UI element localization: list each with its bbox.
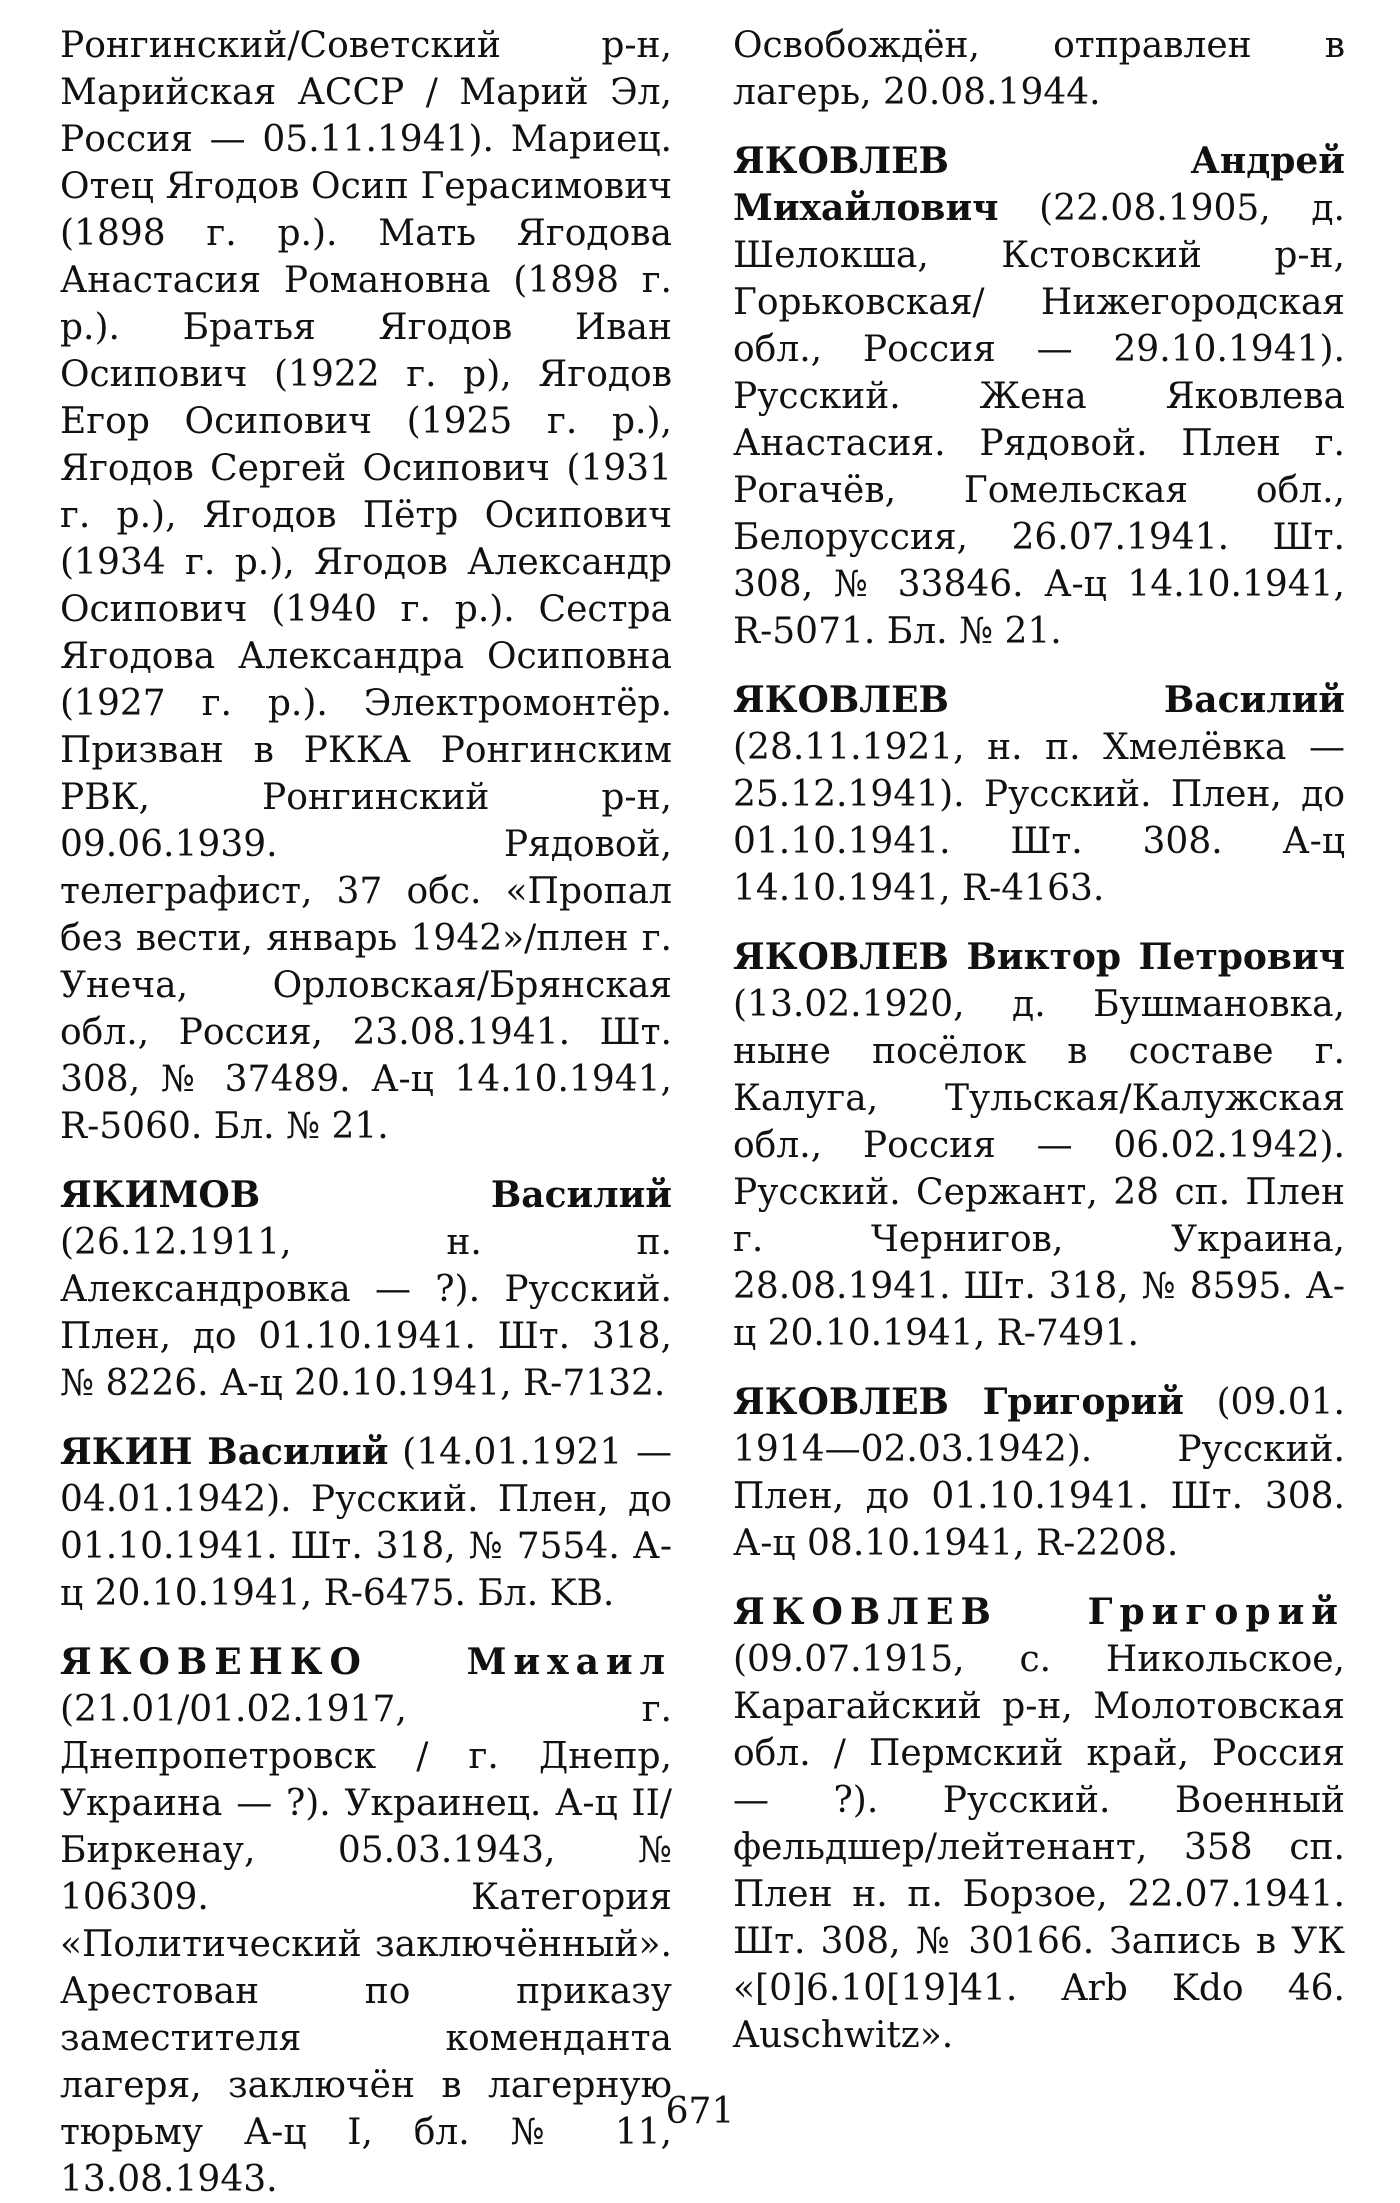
entry-text: (09.01. 1914—02.03.1942). Русский. Плен, до 01.10.1941. Шт. 308. А-ц 08.10.1941, R-2208. <box>733 1382 1345 1564</box>
entry-name: ЯКИМОВ Василий <box>60 1174 672 1216</box>
entry-text: (28.11.1921, н. п. Хмелёвка — 25.12.1941). Русский. Плен, до 01.10.1941. Шт. 308. А-ц 14.10.1941, R-4163. <box>733 727 1345 909</box>
entry <box>60 1429 672 1617</box>
entry <box>733 138 1345 655</box>
entry-text: (21.01/01.02.1917, г. Днепропетровск / г. Днепр, Украина — ?). Украинец. А-ц II/Биркенау, 05.03.1943, № 106309. Категория «Политический заключённый». Арестован по приказу заместителя коменданта лагеря, заключён в лагерную тюрьму А-ц I, бл. № 11, 13.08.1943. <box>60 1689 672 2200</box>
entry-name: ЯКОВЛЕВ Григорий <box>733 1591 1345 1633</box>
entry-continuation <box>60 22 672 1150</box>
entry <box>60 1172 672 1407</box>
entry-name: ЯКИН Василий <box>60 1431 389 1473</box>
entry-name: ЯКОВЛЕВ Григорий <box>733 1381 1184 1423</box>
entry-text: Ронгинский/Советский р-н, Марийская АССР / Марий Эл, Россия — 05.11.1941). Мариец. Отец Ягодов Осип Герасимович (1898 г. р.). Мать Ягодова Анастасия Романовна (1898 г. р.). Братья Ягодов Иван Осипович (1922 г. р), Ягодов Егор Осипович (1925 г. р.), Ягодов Сергей Осипович (1931 г. р.), Ягодов Пётр Осипович (1934 г. р.), Ягодов Александр Осипович (1940 г. р.). Сестра Ягодова Александра Осиповна (1927 г. р.). Электромонтёр. Призван в РККА Ронгинским РВК, Ронгинский р-н, 09.06.1939. Рядовой, телеграфист, 37 обс. «Пропал без вести, январь 1942»/плен г. Унеча, Орловская/Брянская обл., Россия, 23.08.1941. Шт. 308, № 37489. А-ц 14.10.1941, R-5060. Бл. № 21. <box>60 25 672 1147</box>
entry <box>733 677 1345 912</box>
entry-name: ЯКОВЕНКО Михаил <box>60 1641 672 1683</box>
entry-continuation <box>733 22 1345 116</box>
right-column <box>733 22 1345 2082</box>
entry-text: (09.07.1915, с. Никольское, Карагайский р-н, Молотовская обл. / Пермский край, Россия — ?). Русский. Военный фельдшер/лейтенант, 358 сп. Плен н. п. Борзое, 22.07.1941. Шт. 308, № 30166. Запись в УК «[0]6.10[19]41. Arb Kdo 46. Auschwitz». <box>733 1639 1345 2056</box>
entry-text: (14.01.1921 — 04.01.1942). Русский. Плен, до 01.10.1941. Шт. 318, № 7554. А-ц 20.10.1941, R-6475. Бл. KB. <box>60 1432 673 1614</box>
entry-text: Освобождён, отправлен в лагерь, 20.08.1944. <box>733 25 1345 113</box>
entry <box>733 934 1345 1357</box>
left-column <box>60 22 673 2200</box>
entry-name: ЯКОВЛЕВ Василий <box>733 679 1345 721</box>
page-number: 671 <box>665 2091 735 2132</box>
entry <box>733 1589 1345 2059</box>
entry-text: (26.12.1911, н. п. Александровка — ?). Русский. Плен, до 01.10.1941. Шт. 318, № 8226. А-ц 20.10.1941, R-7132. <box>60 1222 672 1404</box>
entry-name: ЯКОВЛЕВ Виктор Петрович <box>733 936 1345 978</box>
entry <box>733 1379 1345 1567</box>
entry-name: ЯКОВЛЕВ Андрей Михайлович <box>733 140 1345 229</box>
entry-text: (22.08.1905, д. Шелокша, Кстовский р-н, Горьковская/ Нижегородская обл., Россия — 29.10.1941). Русский. Жена Яковлева Анастасия. Рядовой. Плен г. Рогачёв, Гомельская обл., Белоруссия, 26.07.1941. Шт. 308, № 33846. А-ц 14.10.1941, R-5071. Бл. № 21. <box>733 188 1345 652</box>
entry-text: (13.02.1920, д. Бушмановка, ныне посёлок в составе г. Калуга, Тульская/Калужская обл., Россия — 06.02.1942). Русский. Сержант, 28 сп. Плен г. Чернигов, Украина, 28.08.1941. Шт. 318, № 8595. А-ц 20.10.1941, R-7491. <box>733 984 1345 1354</box>
